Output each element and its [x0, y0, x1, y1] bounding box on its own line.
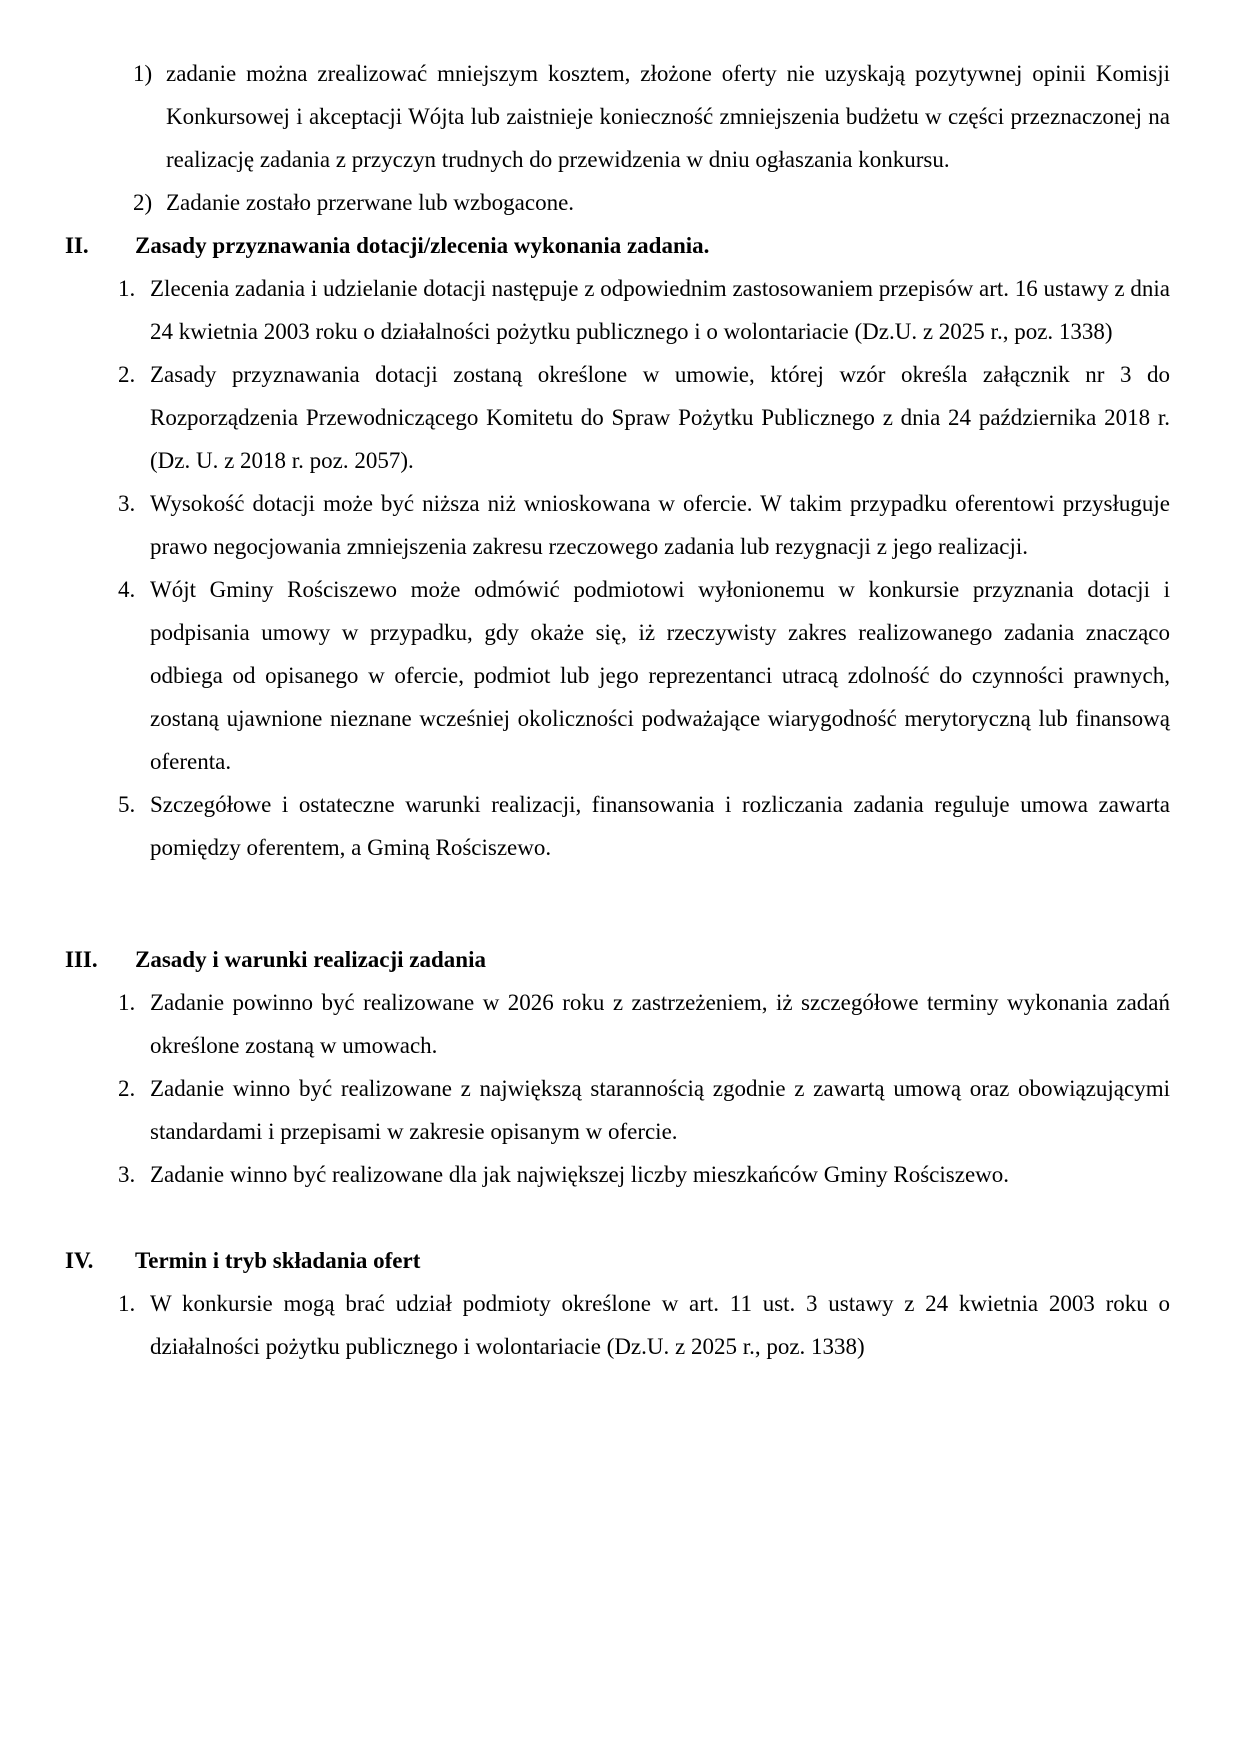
section-heading-IV [65, 1239, 1170, 1282]
section-II-item-2 [118, 353, 1170, 482]
section-II-item-1-marker: 1. [118, 276, 136, 301]
section-IV-item-1 [118, 1282, 1170, 1368]
intro-item-2-text: Zadanie zostało przerwane lub wzbogacone. [166, 190, 575, 215]
section-III-item-1-marker: 1. [118, 990, 136, 1015]
section-III-item-3-text: Zadanie winno być realizowane dla jak największej liczby mieszkańców Gminy Rościszewo. [150, 1162, 1010, 1187]
intro-list-item-2 [133, 181, 1170, 224]
section-II-item-4 [118, 568, 1170, 783]
section-heading-II [65, 224, 1170, 267]
section-II-number: II. [65, 233, 89, 258]
section-III-item-1 [118, 981, 1170, 1067]
section-III-item-2 [118, 1067, 1170, 1153]
section-II-title: Zasady przyznawania dotacji/zlecenia wykonania zadania. [135, 233, 710, 258]
section-II-item-4-text: Wójt Gminy Rościszewo może odmówić podmiotowi wyłonionemu w konkursie przyznania dotacji i podpisania umowy w przypadku, gdy okaże się, iż rzeczywisty zakres realizowanego zadania znacząco odbiega od opisanego w ofercie, podmiot lub jego reprezentanci utracą zdolność do czynności prawnych, zostaną ujawnione nieznane wcześniej okoliczności podważające wiarygodność merytoryczną lub finansową oferenta. [150, 577, 1170, 774]
section-III-item-2-marker: 2. [118, 1076, 136, 1101]
section-IV-title: Termin i tryb składania ofert [135, 1248, 421, 1273]
section-II-item-1 [118, 267, 1170, 353]
section-heading-III [65, 938, 1170, 981]
section-II-item-3 [118, 482, 1170, 568]
section-III-item-2-text: Zadanie winno być realizowane z największą starannością zgodnie z zawartą umową oraz obowiązującymi standardami i przepisami w zakresie opisanym w ofercie. [150, 1076, 1170, 1144]
section-II-item-5-marker: 5. [118, 792, 136, 817]
intro-item-1-text: zadanie można zrealizować mniejszym kosztem, złożone oferty nie uzyskają pozytywnej opinii Komisji Konkursowej i akceptacji Wójta lub zaistnieje konieczność zmniejszenia budżetu w części przeznaczonej na realizację zadania z przyczyn trudnych do przewidzenia w dniu ogłaszania konkursu. [166, 61, 1170, 172]
intro-list-item-1 [133, 52, 1170, 181]
section-IV-item-1-marker: 1. [118, 1291, 136, 1316]
intro-item-2-marker: 2) [133, 190, 153, 215]
section-II-item-5-text: Szczegółowe i ostateczne warunki realizacji, finansowania i rozliczania zadania reguluje umowa zawarta pomiędzy oferentem, a Gminą Rościszewo. [150, 792, 1170, 860]
section-IV-number: IV. [65, 1248, 94, 1273]
section-IV-item-1-text: W konkursie mogą brać udział podmioty określone w art. 11 ust. 3 ustawy z 24 kwietnia 2003 roku o działalności pożytku publicznego i wolontariacie (Dz.U. z 2025 r., poz. 1338) [150, 1291, 1170, 1359]
section-II-item-3-text: Wysokość dotacji może być niższa niż wnioskowana w ofercie. W takim przypadku oferentowi przysługuje prawo negocjowania zmniejszenia zakresu rzeczowego zadania lub rezygnacji z jego realizacji. [150, 491, 1170, 559]
section-II-item-3-marker: 3. [118, 491, 136, 516]
section-III-title: Zasady i warunki realizacji zadania [135, 947, 486, 972]
section-II-item-5 [118, 783, 1170, 869]
section-II-item-2-text: Zasady przyznawania dotacji zostaną określone w umowie, której wzór określa załącznik nr 3 do Rozporządzenia Przewodniczącego Komitetu do Spraw Pożytku Publicznego z dnia 24 października 2018 r. (Dz. U. z 2018 r. poz. 2057). [150, 362, 1170, 473]
intro-item-1-marker: 1) [133, 61, 153, 86]
section-II-item-4-marker: 4. [118, 577, 136, 602]
section-III-number: III. [65, 947, 98, 972]
section-III-item-1-text: Zadanie powinno być realizowane w 2026 roku z zastrzeżeniem, iż szczegółowe terminy wykonania zadań określone zostaną w umowach. [150, 990, 1170, 1058]
section-II-item-1-text: Zlecenia zadania i udzielanie dotacji następuje z odpowiednim zastosowaniem przepisów art. 16 ustawy z dnia 24 kwietnia 2003 roku o działalności pożytku publicznego i o wolontariacie (Dz.U. z 2025 r., poz. 1338) [150, 276, 1170, 344]
section-III-item-3-marker: 3. [118, 1162, 136, 1187]
section-III-item-3 [118, 1153, 1170, 1196]
section-II-item-2-marker: 2. [118, 362, 136, 387]
